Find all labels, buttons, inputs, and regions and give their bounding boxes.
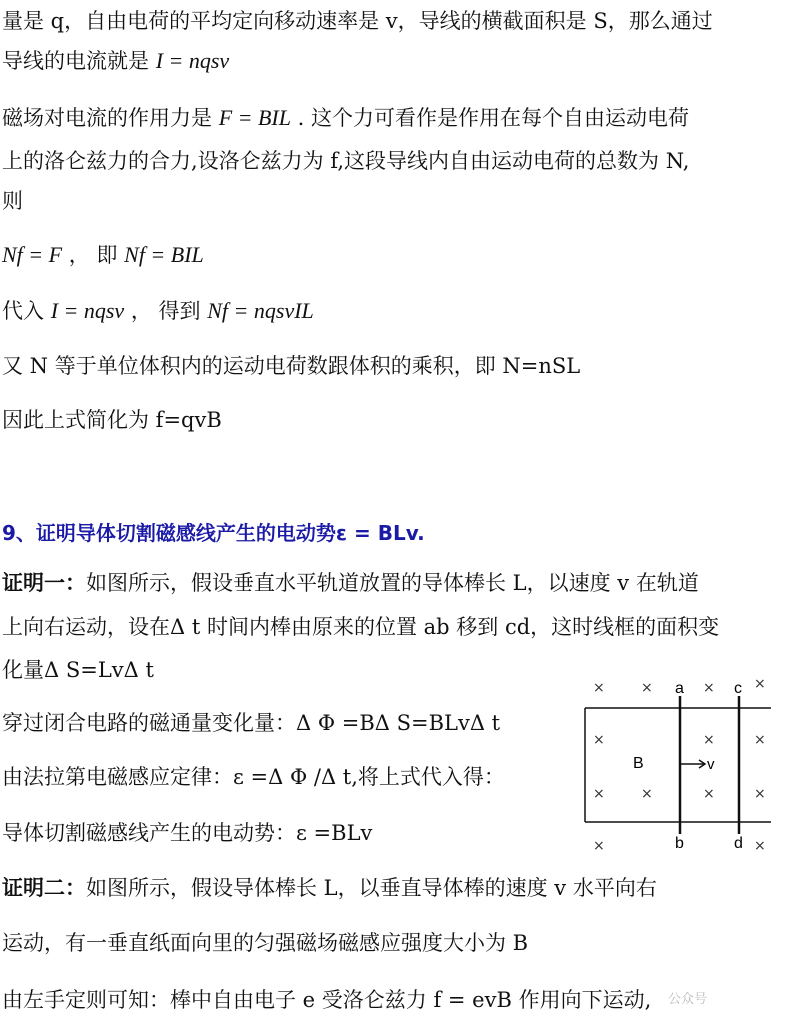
field-cross: × (703, 786, 715, 802)
formula-nf-nqsvil: Nf = nqsvIL (207, 298, 314, 323)
text-fragment: ， 得到 (130, 299, 201, 323)
proof-one-line-1 (2, 568, 699, 598)
formula-nf-f: Nf = F (2, 242, 63, 267)
formula-force: F = BIL (218, 105, 291, 130)
label-d: d (734, 835, 743, 852)
field-cross: × (754, 838, 766, 854)
formula-current: I = nqsv (50, 298, 125, 323)
label-c: c (734, 680, 742, 697)
label-a: a (675, 680, 684, 697)
field-cross: × (703, 732, 715, 748)
proof-two-line-1 (2, 873, 657, 903)
text-line-2 (2, 46, 229, 76)
text-line-7 (2, 296, 314, 326)
field-cross: × (703, 680, 715, 696)
field-cross: × (593, 732, 605, 748)
text-line-4: 上的洛仑兹力的合力,设洛仑兹力为 f,这段导线内自由运动电荷的总数为 N, (2, 149, 690, 173)
proof-one-line-2: 上向右运动，设在Δ t 时间内棒由原来的位置 ab 移到 cd，这时线框的面积变 (2, 615, 720, 639)
text-fragment: ， 即 (68, 243, 118, 267)
field-cross: × (641, 786, 653, 802)
text-line-1: 量是 q，自由电荷的平均定向移动速率是 v，导线的横截面积是 S，那么通过 (2, 9, 713, 33)
formula-nf-bil: Nf = BIL (124, 242, 204, 267)
proof-one-line-3: 化量Δ S=LvΔ t (2, 658, 154, 682)
proof-one-line-4: 穿过闭合电路的磁通量变化量：Δ Φ =BΔ S=BLvΔ t (2, 711, 501, 735)
text-line-5: 则 (2, 189, 23, 213)
proof-two-label: 证明二： (2, 876, 86, 900)
field-cross: × (593, 838, 605, 854)
field-cross: × (754, 732, 766, 748)
field-cross: × (754, 786, 766, 802)
label-B: B (633, 755, 644, 772)
text-fragment: 磁场对电流的作用力是 (2, 106, 212, 130)
label-b: b (675, 835, 684, 852)
proof-two-line-2: 运动，有一垂直纸面向里的匀强磁场磁感应强度大小为 B (2, 931, 529, 955)
text-line-9: 因此上式简化为 f=qvB (2, 408, 222, 432)
text-line-8: 又 N 等于单位体积内的运动电荷数跟体积的乘积，即 N=nSL (2, 354, 581, 378)
text-line-6 (2, 240, 204, 270)
proof-one-label: 证明一： (2, 571, 86, 595)
text-fragment: 代入 (2, 299, 44, 323)
field-cross: × (593, 680, 605, 696)
field-cross: × (593, 786, 605, 802)
watermark: 公众号 (668, 992, 708, 1007)
text-fragment: 导线的电流就是 (2, 49, 149, 73)
text-fragment: . 这个力可看作是作用在每个自由运动电荷 (297, 106, 690, 130)
text-fragment: 如图所示，假设垂直水平轨道放置的导体棒长 L，以速度 v 在轨道 (86, 571, 699, 595)
section-heading: 9、证明导体切割磁感线产生的电动势ε = BLv. (2, 521, 425, 545)
proof-two-line-3: 由左手定则可知：棒中自由电子 e 受洛仑兹力 f = evB 作用向下运动, (2, 988, 652, 1012)
text-line-3 (2, 103, 689, 133)
field-cross: × (641, 680, 653, 696)
text-fragment: 如图所示，假设导体棒长 L，以垂直导体棒的速度 v 水平向右 (86, 876, 657, 900)
field-cross: × (754, 676, 766, 692)
label-v: v (707, 756, 715, 773)
rail-diagram (583, 676, 773, 856)
proof-one-line-5: 由法拉第电磁感应定律：ε =Δ Φ /Δ t,将上式代入得： (2, 765, 505, 789)
proof-one-line-6: 导体切割磁感线产生的电动势：ε =BLv (2, 821, 373, 845)
formula-current: I = nqsv (155, 48, 230, 73)
